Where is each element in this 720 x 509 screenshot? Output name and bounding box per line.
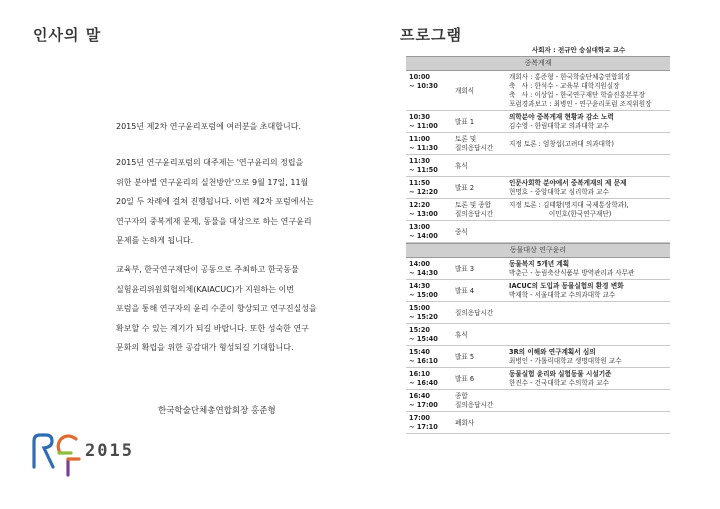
session-time: [406, 111, 455, 132]
time-line: ~ 17:10: [409, 423, 438, 431]
time-line: ~ 13:00: [409, 210, 438, 218]
type-line: 발표 3: [455, 264, 475, 273]
time-line: 14:00: [409, 260, 430, 268]
moderator-info: 사회자 : 전규안 숭실대학교 교수: [532, 46, 626, 54]
type-line: 질의응답시간: [455, 401, 494, 409]
type-line: 폐회사: [455, 418, 475, 427]
session-time: [406, 412, 455, 433]
session-topic: 동물복지 5개년 계획: [509, 260, 570, 268]
type-line: 개회식: [455, 86, 475, 95]
schedule-row: [406, 155, 670, 177]
time-line: ~ 15:00: [409, 291, 438, 299]
greeting-title: 인사의 말: [33, 26, 102, 44]
session-topic: 동물실험 윤리와 실험동물 시설기준: [509, 370, 612, 378]
session-details: [509, 280, 670, 301]
type-line: 발표 5: [455, 352, 475, 361]
session-time: [406, 346, 455, 367]
time-line: ~ 15:20: [409, 313, 438, 321]
time-line: 13:00: [409, 223, 430, 231]
greeting-line: 확보할 수 있는 계기가 되길 바랍니다. 또한 성숙한 연구: [116, 323, 309, 333]
program-title: 프로그램: [400, 26, 462, 44]
schedule-row: [406, 258, 670, 280]
session-details: [509, 177, 670, 198]
time-line: ~ 11:30: [409, 144, 438, 152]
session-speaker: 축 사 : 이상업 - 한국연구재단 학술진흥본부장: [509, 91, 646, 99]
session-speaker: 이민호(한국연구재단): [509, 210, 612, 218]
time-line: 11:50: [409, 179, 430, 187]
schedule-row: [406, 71, 670, 111]
time-line: 16:40: [409, 392, 430, 400]
time-line: 10:00: [409, 73, 430, 81]
session-time: [406, 71, 455, 110]
time-line: ~ 16:10: [409, 357, 438, 365]
session-type: [455, 133, 509, 154]
type-line: 휴식: [455, 161, 468, 170]
session-type: [455, 111, 509, 132]
session-speaker: 축 사 : 한석수 - 교육부 대학지원실장: [509, 82, 620, 90]
session-time: [406, 199, 455, 220]
greeting-paragraph-theme: [116, 153, 318, 251]
schedule-row: [406, 111, 670, 133]
session-type: [455, 199, 509, 220]
greeting-paragraph-hosts: [116, 260, 318, 358]
session-speaker: 현명호 - 중앙대학교 심리학과 교수: [509, 188, 609, 196]
time-line: 11:00: [409, 135, 430, 143]
session-type: [455, 155, 509, 176]
time-line: ~ 11:50: [409, 166, 438, 174]
type-line: 질의응답시간: [455, 210, 494, 218]
session-details: [509, 302, 670, 323]
session-details: [509, 258, 670, 279]
greeting-line: 교육부, 한국연구재단이 공동으로 주최하고 한국동물: [116, 265, 299, 274]
session-time: [406, 221, 455, 242]
schedule-row: [406, 221, 670, 243]
session-speaker: 박재학 - 서울대학교 수의과대학 교수: [509, 291, 616, 299]
type-line: 질의응답시간: [455, 144, 494, 152]
session-details: [509, 368, 670, 389]
session-details: [509, 390, 670, 411]
session-speaker: 지정 토론 : 엄창섭(고려대 의과대학): [509, 139, 614, 148]
session-type: [455, 390, 509, 411]
time-line: 10:30: [409, 113, 430, 121]
greeting-line: 20일 두 차례에 걸쳐 진행됩니다. 이번 제2차 포럼에서는: [116, 197, 314, 206]
session-time: [406, 177, 455, 198]
session-time: [406, 133, 455, 154]
session-type: [455, 177, 509, 198]
time-line: 17:00: [409, 414, 430, 422]
logo-r-stroke: [34, 435, 53, 467]
section-header: 동물대상 연구윤리: [406, 243, 670, 258]
type-line: 발표 2: [455, 183, 475, 192]
session-type: [455, 346, 509, 367]
schedule-row: [406, 199, 670, 221]
session-speaker: 지정 토론 : 김태황(명지대 국제통상학과),: [509, 201, 629, 209]
schedule-row: [406, 280, 670, 302]
logo-year: 2015: [85, 441, 134, 461]
session-topic: IACUC의 도입과 동물실험의 환경 변화: [509, 282, 624, 290]
type-line: 발표 4: [455, 286, 475, 295]
schedule-row: [406, 324, 670, 346]
schedule-row: [406, 412, 670, 434]
session-topic: 인문사회학 분야에서 중복게재의 제 문제: [509, 179, 627, 187]
session-type: [455, 71, 509, 110]
time-line: ~ 15:40: [409, 335, 438, 343]
session-type: [455, 302, 509, 323]
greeting-line: 실험윤리위원회협의체(KAIACUC)가 지원하는 이번: [116, 284, 294, 294]
greeting-line: 연구자의 중복게재 문제, 동물을 대상으로 하는 연구윤리: [116, 216, 312, 226]
time-line: ~ 14:00: [409, 232, 438, 240]
logo-c-stroke: [58, 436, 76, 453]
time-line: 12:20: [409, 201, 430, 209]
schedule-row: [406, 133, 670, 155]
type-line: 휴식: [455, 330, 468, 339]
session-details: [509, 324, 670, 345]
session-type: [455, 368, 509, 389]
type-line: 발표 1: [455, 117, 475, 126]
session-details: [509, 199, 670, 220]
session-speaker: 한진수 - 건국대학교 수의학과 교수: [509, 379, 609, 387]
time-line: 15:40: [409, 348, 430, 356]
session-time: [406, 155, 455, 176]
program-schedule: [406, 56, 670, 434]
session-speaker: 최병인 - 가톨릭대학교 생명대학원 교수: [509, 357, 622, 365]
session-speaker: 개회사 : 홍준형 - 한국학술단체총연합회장: [509, 73, 631, 81]
type-line: 발표 6: [455, 374, 475, 383]
type-line: 중식: [455, 227, 468, 236]
session-details: [509, 71, 670, 110]
greeting-line: 2015년 연구윤리포럼의 대주제는 '연구윤리의 정립을: [116, 158, 304, 167]
greeting-intro: 2015년 제2차 연구윤리포럼에 여러분을 초대합니다.: [116, 122, 301, 131]
schedule-row: [406, 346, 670, 368]
session-type: [455, 221, 509, 242]
session-details: [509, 111, 670, 132]
session-topic: 3R의 이해와 연구계획서 심의: [509, 348, 596, 356]
section-header: 중복게재: [406, 56, 670, 71]
session-time: [406, 390, 455, 411]
time-line: ~ 12:20: [409, 188, 438, 196]
time-line: ~ 10:30: [409, 82, 438, 90]
greeting-line: 위한 분야별 연구윤리의 실천방안'으로 9월 17일, 11월: [116, 177, 309, 187]
session-speaker: 포럼경과보고 : 최병인 - 연구윤리포럼 조직위원장: [509, 100, 652, 108]
session-time: [406, 324, 455, 345]
schedule-row: [406, 302, 670, 324]
time-line: 14:30: [409, 282, 430, 290]
time-line: 15:20: [409, 326, 430, 334]
session-time: [406, 280, 455, 301]
session-time: [406, 368, 455, 389]
time-line: 15:00: [409, 304, 430, 312]
session-type: [455, 412, 509, 433]
session-type: [455, 324, 509, 345]
time-line: ~ 11:00: [409, 122, 438, 130]
schedule-row: [406, 390, 670, 412]
session-time: [406, 258, 455, 279]
schedule-row: [406, 177, 670, 199]
time-line: 11:30: [409, 157, 430, 165]
session-details: [509, 221, 670, 242]
session-details: [509, 155, 670, 176]
session-time: [406, 302, 455, 323]
time-line: ~ 16:40: [409, 379, 438, 387]
type-line: 토론 및: [455, 135, 477, 143]
session-speaker: 김수영 - 한림대학교 의과대학 교수: [509, 122, 609, 130]
session-type: [455, 280, 509, 301]
session-speaker: 박춘근 - 농림축산식품부 방역관리과 사무관: [509, 269, 635, 277]
session-details: [509, 346, 670, 367]
type-line: 토론 및 종합: [455, 201, 492, 209]
time-line: 16:10: [409, 370, 430, 378]
time-line: ~ 17:00: [409, 401, 438, 409]
greeting-line: 문화의 확립을 위한 공감대가 형성되길 기대합니다.: [116, 343, 294, 352]
session-topic: 의학분야 중복게재 현황과 감소 노력: [509, 113, 614, 121]
time-line: ~ 14:30: [409, 269, 438, 277]
session-details: [509, 412, 670, 433]
signer-name: 한국학술단체총연합회장 홍준형: [158, 406, 276, 416]
greeting-line: 포럼을 통해 연구자의 윤리 수준이 향상되고 연구진실성을: [116, 304, 317, 313]
session-type: [455, 258, 509, 279]
type-line: 종합: [455, 392, 468, 400]
type-line: 질의응답시간: [455, 308, 494, 317]
greeting-line: 문제를 논하게 됩니다.: [116, 236, 194, 245]
schedule-row: [406, 368, 670, 390]
session-details: [509, 133, 670, 154]
